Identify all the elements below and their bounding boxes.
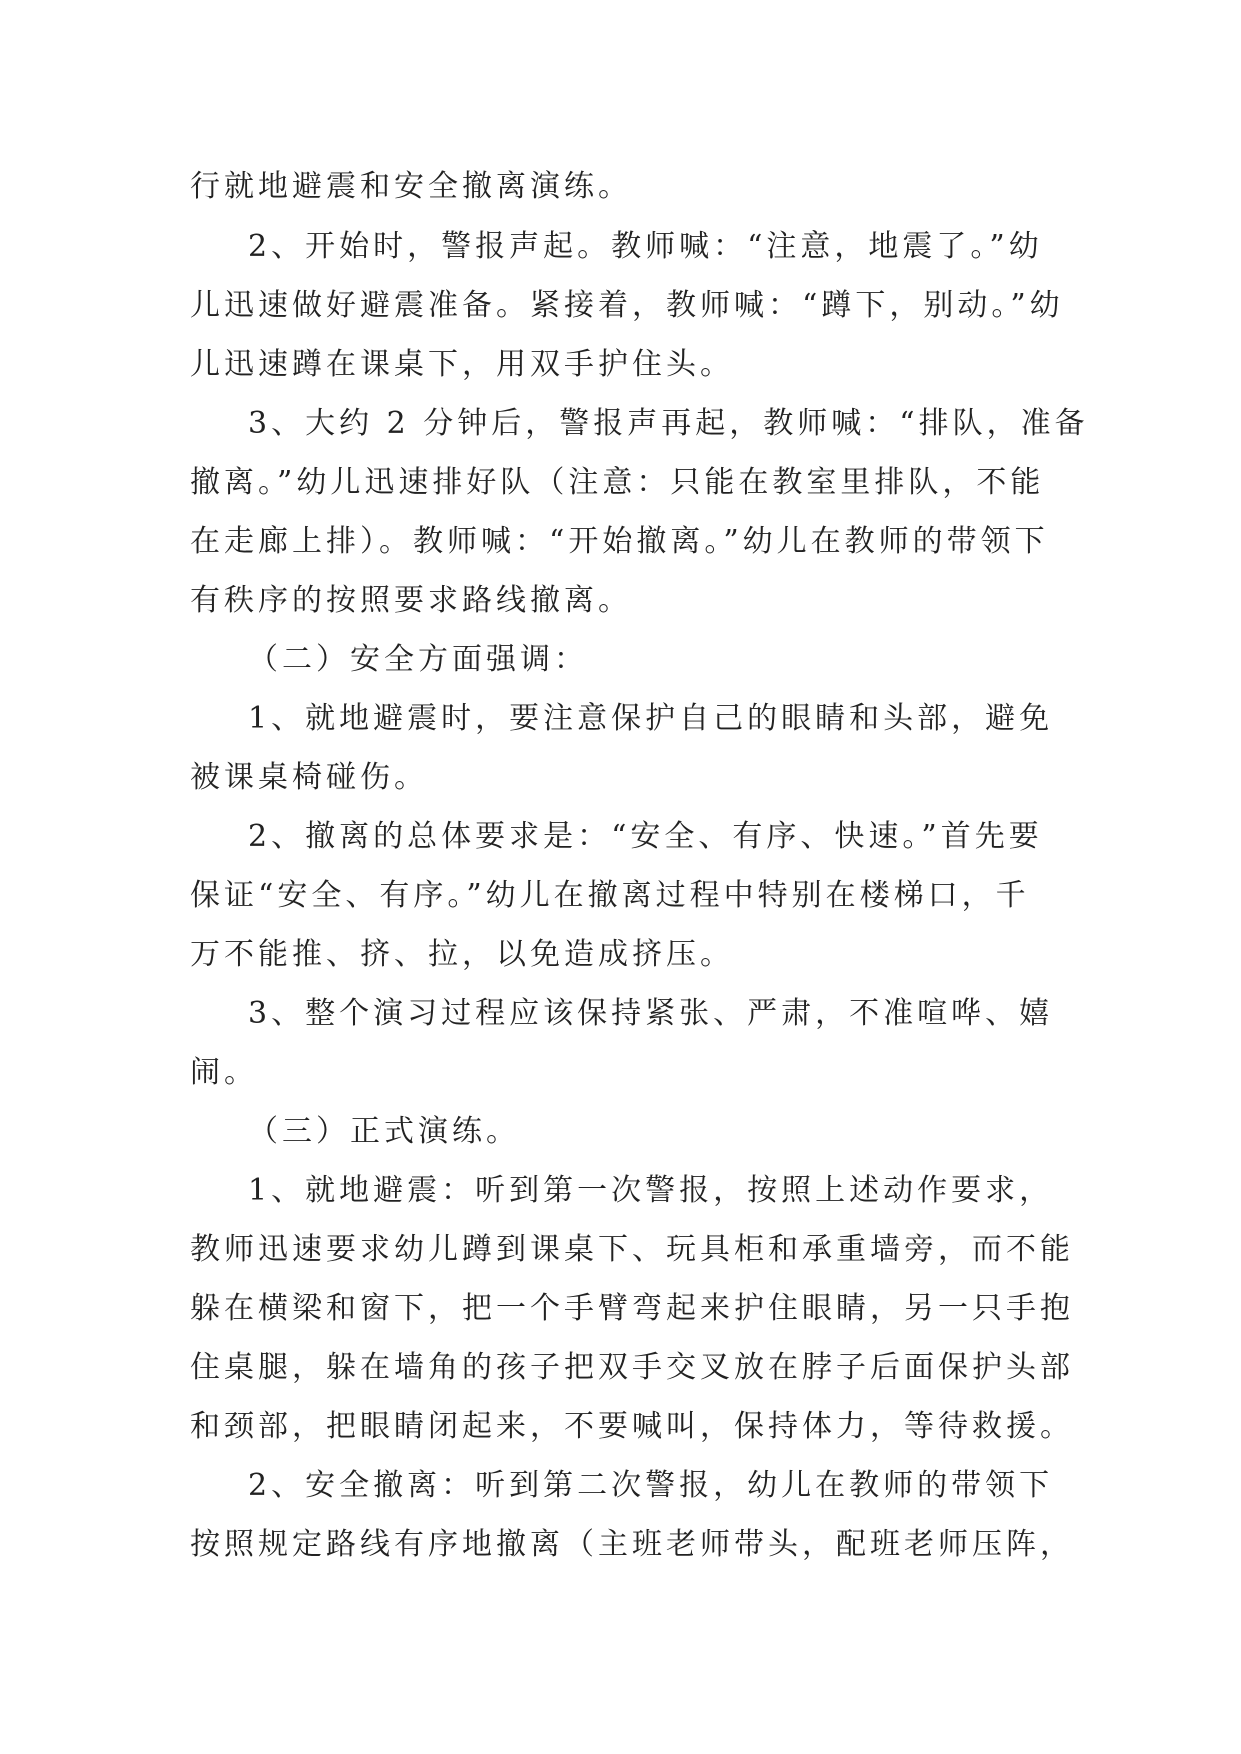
text-line: 躲在横梁和窗下，把一个手臂弯起来护住眼睛，另一只手抱 bbox=[190, 1291, 1074, 1326]
text-line: 2、开始时，警报声起。教师喊：“注意，地震了。”幼 bbox=[248, 229, 1043, 264]
text-line: 保证“安全、有序。”幼儿在撤离过程中特别在楼梯口，千 bbox=[190, 878, 1030, 913]
text-line: 万不能推、挤、拉，以免造成挤压。 bbox=[190, 937, 734, 972]
text-line: 2、安全撤离：听到第二次警报，幼儿在教师的带领下 bbox=[248, 1468, 1054, 1503]
text-line: 住桌腿，躲在墙角的孩子把双手交叉放在脖子后面保护头部 bbox=[190, 1350, 1074, 1385]
text-line: 儿迅速蹲在课桌下，用双手护住头。 bbox=[190, 347, 734, 382]
text-line: 被课桌椅碰伤。 bbox=[190, 760, 428, 795]
text-line: 3、大约 2 分钟后，警报声再起，教师喊：“排队，准备 bbox=[248, 406, 1089, 441]
text-line: 在走廊上排）。教师喊：“开始撤离。”幼儿在教师的带领下 bbox=[190, 524, 1049, 559]
text-line: 2、撤离的总体要求是：“安全、有序、快速。”首先要 bbox=[248, 819, 1043, 854]
text-line: 3、整个演习过程应该保持紧张、严肃，不准喧哗、嬉 bbox=[248, 996, 1054, 1031]
text-line: 撤离。”幼儿迅速排好队（注意：只能在教室里排队，不能 bbox=[190, 465, 1045, 500]
text-line: 儿迅速做好避震准备。紧接着，教师喊：“蹲下，别动。”幼 bbox=[190, 288, 1064, 323]
text-line: 按照规定路线有序地撤离（主班老师带头，配班老师压阵， bbox=[190, 1527, 1074, 1562]
text-line: 1、就地避震：听到第一次警报，按照上述动作要求， bbox=[248, 1173, 1054, 1208]
text-line: 有秩序的按照要求路线撤离。 bbox=[190, 583, 632, 618]
section-heading: （三）正式演练。 bbox=[248, 1114, 520, 1149]
text-line: 行就地避震和安全撤离演练。 bbox=[190, 169, 632, 204]
text-line: 闹。 bbox=[190, 1055, 258, 1090]
text-line: 和颈部，把眼睛闭起来，不要喊叫，保持体力，等待救援。 bbox=[190, 1409, 1074, 1444]
text-line: 教师迅速要求幼儿蹲到课桌下、玩具柜和承重墙旁，而不能 bbox=[190, 1232, 1074, 1267]
section-heading: （二）安全方面强调： bbox=[248, 642, 588, 677]
text-line: 1、就地避震时，要注意保护自己的眼睛和头部，避免 bbox=[248, 701, 1054, 736]
